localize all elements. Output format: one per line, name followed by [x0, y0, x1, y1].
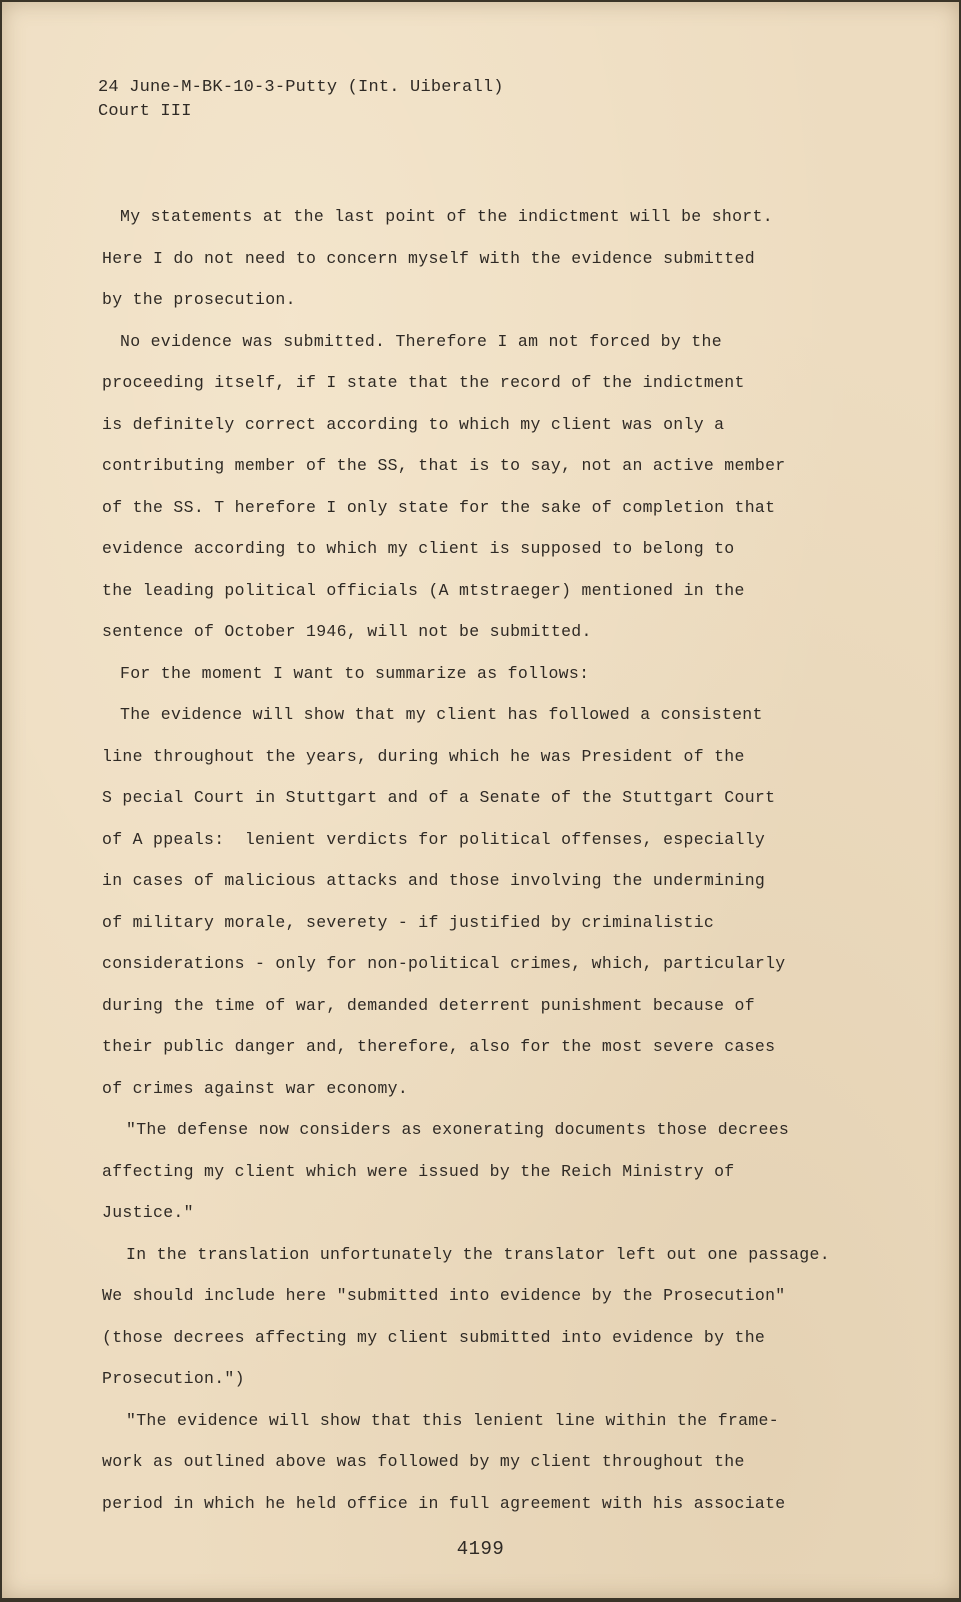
text-line: S pecial Court in Stuttgart and of a Senate of the Stuttgart Court	[102, 788, 776, 807]
text-line: by the prosecution.	[102, 290, 296, 309]
text-line: their public danger and, therefore, also for the most severe cases	[102, 1037, 776, 1056]
text-line: contributing member of the SS, that is to say, not an active member	[102, 456, 786, 475]
text-line: Here I do not need to concern myself with the evidence submitted	[102, 248, 755, 268]
text-line: For the moment I want to summarize as follows:	[120, 663, 590, 683]
text-line: line throughout the years, during which he was President of the	[102, 746, 745, 766]
header-reference-line: 24 June-M-BK-10-3-Putty (Int. Uiberall)	[98, 78, 504, 97]
page-number: 4199	[456, 1538, 505, 1560]
text-line: considerations - only for non-political crimes, which, particularly	[102, 954, 786, 973]
text-line: of crimes against war economy.	[102, 1078, 409, 1098]
text-line: proceeding itself, if I state that the record of the indictment	[102, 373, 745, 392]
document-body	[102, 196, 842, 1524]
text-line: sentence of October 1946, will not be submitted.	[102, 622, 592, 641]
text-line: We should include here "submitted into evidence by the Prosecution"	[102, 1286, 786, 1305]
text-line: the leading political officials (A mtstraeger) mentioned in the	[102, 580, 745, 600]
text-line: Prosecution.")	[102, 1369, 245, 1388]
text-line: My statements at the last point of the indictment will be short.	[120, 207, 773, 226]
text-line: of military morale, severety - if justified by criminalistic	[102, 912, 715, 932]
text-line: evidence according to which my client is supposed to belong to	[102, 539, 735, 558]
text-line: of the SS. T herefore I only state for the sake of completion that	[102, 497, 776, 517]
text-line: affecting my client which were issued by the Reich Ministry of	[102, 1161, 735, 1181]
text-line: period in which he held office in full agreement with his associate	[102, 1493, 786, 1513]
header-court-line: Court III	[98, 102, 192, 121]
text-line: In the translation unfortunately the translator left out one passage.	[126, 1244, 830, 1264]
text-line: "The evidence will show that this lenient line within the frame-	[126, 1410, 779, 1430]
text-line: is definitely correct according to which my client was only a	[102, 414, 725, 434]
document-page	[2, 2, 959, 1598]
text-line: "The defense now considers as exonerating documents those decrees	[126, 1120, 790, 1139]
text-line: (those decrees affecting my client submitted into evidence by the	[102, 1327, 766, 1347]
text-line: of A ppeals: lenient verdicts for political offenses, especially	[102, 829, 766, 849]
text-line: during the time of war, demanded deterrent punishment because of	[102, 995, 755, 1015]
text-line: Justice."	[102, 1203, 194, 1222]
text-line: work as outlined above was followed by my client throughout the	[102, 1452, 745, 1471]
text-line: No evidence was submitted. Therefore I am not forced by the	[120, 331, 722, 351]
text-line: in cases of malicious attacks and those involving the undermining	[102, 871, 766, 890]
text-line: The evidence will show that my client has followed a consistent	[120, 705, 763, 724]
document-header	[98, 76, 504, 124]
